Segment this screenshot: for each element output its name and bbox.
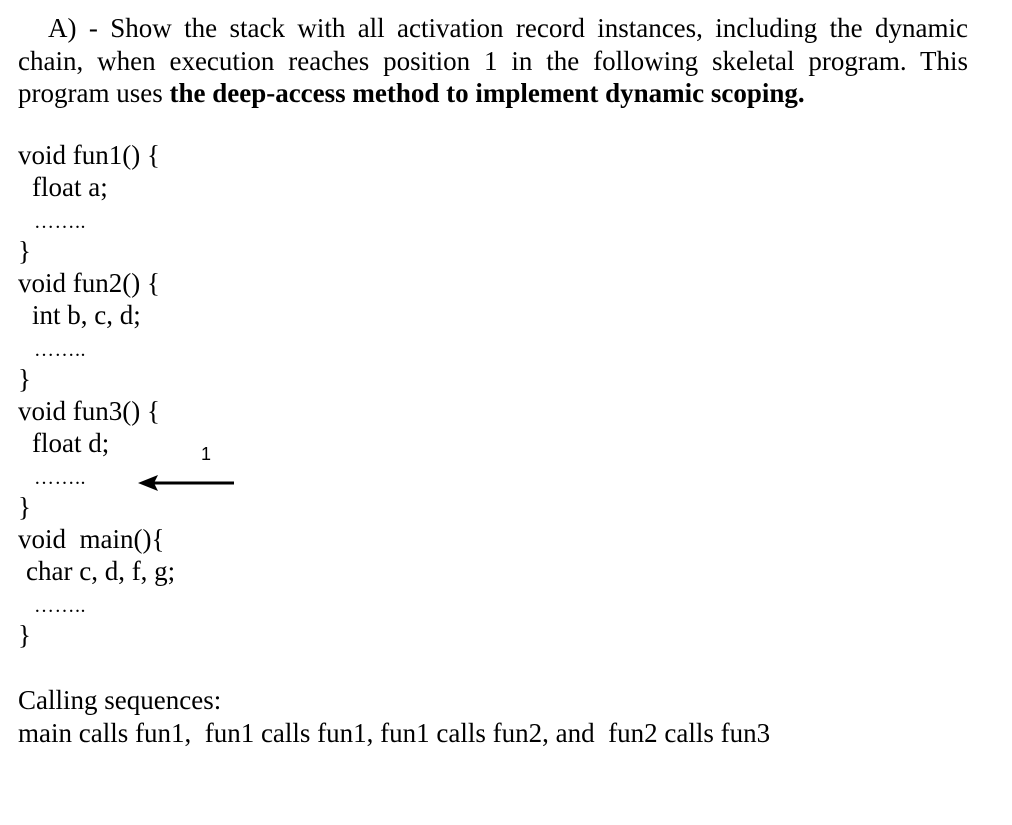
main-declaration: char c, d, f, g; — [26, 556, 176, 586]
fun3-close-brace: } — [18, 492, 31, 522]
question-line-3-normal: program uses — [18, 78, 170, 108]
fun1-close-brace: } — [18, 236, 31, 266]
question-line-2: chain, when execution reaches position 1 in the following skeletal program. This — [18, 45, 968, 76]
position-marker-label: 1 — [201, 444, 212, 464]
fun3-header: void fun3() { — [18, 396, 160, 426]
fun1-declaration: float a; — [32, 172, 108, 202]
fun3-ellipsis: …….. — [34, 467, 86, 489]
main-close-brace: } — [18, 620, 31, 650]
left-arrow-icon — [138, 472, 236, 494]
question-text — [18, 12, 968, 110]
calling-sequences-text: main calls fun1, fun1 calls fun1, fun1 calls fun2, and fun2 calls fun3 — [18, 718, 771, 748]
fun2-declaration: int b, c, d; — [32, 300, 141, 330]
question-emphasis: the deep-access method to implement dynamic scoping. — [169, 78, 805, 108]
fun2-close-brace: } — [18, 364, 31, 394]
fun1-ellipsis: …….. — [34, 211, 86, 233]
fun3-declaration: float d; — [32, 428, 110, 458]
main-header: void main(){ — [18, 524, 165, 554]
calling-sequences-title: Calling sequences: — [18, 685, 222, 715]
fun1-header: void fun1() { — [18, 140, 160, 170]
fun2-ellipsis: …….. — [34, 339, 86, 361]
calling-sequences — [18, 684, 770, 750]
main-ellipsis: …….. — [34, 595, 86, 617]
question-line-3 — [18, 77, 968, 110]
question-line-1: A) - Show the stack with all activation record instances, including the dynamic — [48, 13, 968, 43]
fun2-header: void fun2() { — [18, 268, 160, 298]
